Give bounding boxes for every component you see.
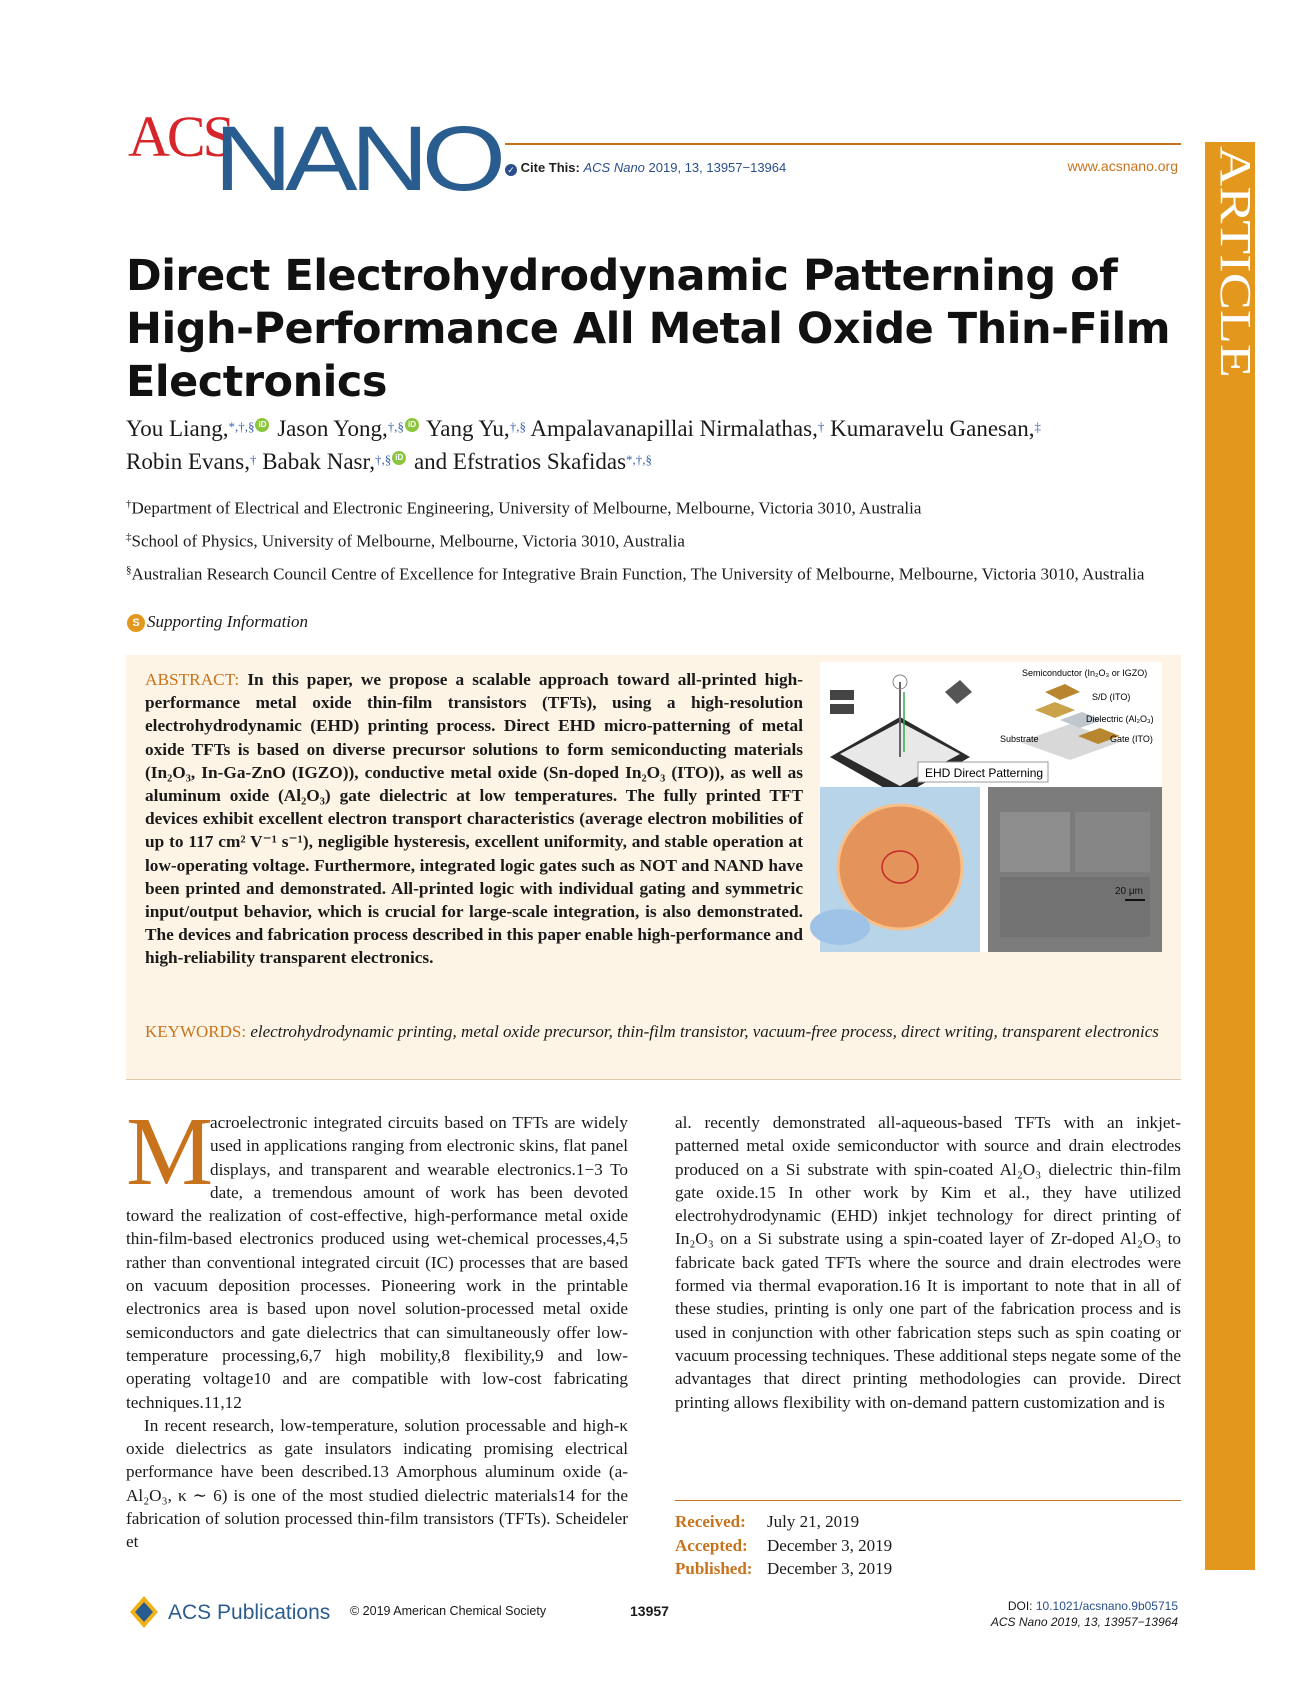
affiliation-3: §Australian Research Council Centre of Excellence for Integrative Brain Function, The University of Melbourne, Melbourne, Victoria 3010, Australia — [126, 564, 1145, 584]
author-8-marks: *,†,§ — [626, 452, 653, 467]
author-6-marks: † — [249, 452, 257, 467]
toc-layer1: Semiconductor (In₂O₃ or IGZO) — [1022, 668, 1148, 678]
author-8[interactable]: and Efstratios Skafidas — [413, 449, 627, 474]
toc-layer4: Gate (ITO) — [1110, 734, 1153, 744]
wafer-photo — [810, 787, 980, 952]
author-1[interactable]: You Liang, — [126, 416, 229, 441]
accepted-date: Accepted: December 3, 2019 — [675, 1535, 893, 1555]
sem-image — [988, 787, 1162, 952]
side-label-text: ARTICLE — [1211, 146, 1260, 330]
affiliations — [126, 490, 1186, 589]
acs-nano-logo — [128, 98, 508, 210]
author-5[interactable]: Kumaravelu Ganesan, — [830, 416, 1035, 441]
cite-label: Cite This: — [520, 160, 580, 175]
toc-graphic — [820, 662, 1162, 952]
author-1-marks: *,†,§ — [228, 419, 255, 434]
body-column-left — [126, 1111, 628, 1554]
toc-layer2: S/D (ITO) — [1092, 692, 1131, 702]
header-rule — [505, 143, 1181, 145]
dropcap-spacer — [126, 1111, 210, 1195]
supporting-info-icon[interactable]: S — [127, 614, 145, 632]
acs-publications-logo[interactable] — [128, 1592, 331, 1632]
toc-banner: EHD Direct Patterning — [925, 766, 1044, 780]
author-3-marks: †,§ — [509, 419, 526, 434]
orcid-icon[interactable]: iD — [255, 418, 269, 432]
author-6[interactable]: Robin Evans, — [126, 449, 250, 474]
received-date: Received: July 21, 2019 — [675, 1512, 860, 1531]
paragraph-right: al. recently demonstrated all-aqueous-based TFTs with an inkjet-patterned metal oxide semiconductor with source and drain electrodes produced on a Si substrate with spin-coated Al₂O₃ dielectric thin-film gate oxide.15 In other work by Kim et al., they have utilized electrohydrodynamic (EHD) inkjet technology for direct printing of In₂O₃ on a Si substrate using a spin-coated layer of Zr-doped Al₂O₃ to fabricate back gated TFTs where the source and drain electrodes were formed via thermal evaporation.16 It is important to note that in all of these studies, printing is only one part of the fabrication process and is used in conjunction with other fabrication steps such as spin coating or vacuum processing techniques. These additional steps negate some of the advantages that direct printing methodologies can provide. Direct printing allows flexibility with on-demand pattern customization and is — [675, 1113, 1181, 1412]
copyright: © 2019 American Chemical Society — [350, 1604, 547, 1618]
article-dates — [675, 1510, 892, 1581]
affiliation-1: †Department of Electrical and Electronic Engineering, University of Melbourne, Melbourne, Victoria 3010, Australia — [126, 498, 922, 518]
author-7-marks: †,§ — [374, 452, 392, 467]
keywords-label: KEYWORDS: — [145, 1022, 247, 1041]
logo-acs-text: ACS — [128, 104, 232, 169]
doi-label: DOI: — [1007, 1599, 1033, 1613]
toc-substrate: Substrate — [1000, 734, 1039, 744]
author-3[interactable]: Yang Yu, — [425, 416, 510, 441]
doi-link[interactable]: 10.1021/acsnano.9b05715 — [1035, 1599, 1178, 1613]
body-column-right — [675, 1111, 1181, 1414]
author-7[interactable]: Babak Nasr, — [262, 449, 375, 474]
cite-this[interactable] — [505, 160, 786, 176]
author-5-marks: ‡ — [1034, 419, 1041, 434]
abstract-label: ABSTRACT: — [145, 670, 240, 689]
publisher-name: ACS Publications — [168, 1601, 331, 1624]
orcid-icon[interactable]: iD — [405, 418, 419, 432]
author-2[interactable]: Jason Yong, — [277, 416, 388, 441]
abstract — [145, 668, 803, 970]
logo-nano-text: NANO — [214, 108, 502, 210]
journal-reference: ACS Nano 2019, 13, 13957−13964 — [990, 1615, 1178, 1629]
supporting-info-link[interactable]: Supporting Information — [147, 612, 309, 631]
affiliation-2: ‡School of Physics, University of Melbourne, Melbourne, Victoria 3010, Australia — [126, 531, 685, 551]
paragraph-2: In recent research, low-temperature, solution processable and high-κ oxide dielectrics as gate insulators indicating promising electrical performance have been described.13 Amorphous aluminum oxide (a-Al₂O₃, κ ∼ 6) is one of the most studied dielectric materials14 for the fabrication of solution processed thin-film transistors (TFTs). Scheideler et — [126, 1415, 628, 1552]
check-icon: ✓ — [505, 164, 517, 176]
published-date: Published: December 3, 2019 — [675, 1559, 893, 1578]
page-number: 13957 — [630, 1603, 669, 1619]
author-list — [126, 412, 1186, 478]
cite-journal[interactable]: ACS Nano — [583, 160, 645, 175]
article-side-label — [1205, 142, 1260, 382]
cite-rest[interactable]: 2019, 13, 13957−13964 — [648, 160, 787, 175]
author-2-marks: †,§ — [387, 419, 405, 434]
dates-rule — [675, 1500, 1181, 1501]
drop-cap: M — [126, 1098, 214, 1206]
paragraph-intro-text: acroelectronic integrated circuits based on TFTs are widely used in applications ranging from electronic skins, flat panel displays, and transparent and wearable electronics.1−3 To date, a tremendous amount of work has been devoted toward the realization of cost-effective, high-performance metal oxide thin-film-based electronics produced using wet-chemical processes,4,5 rather than conventional integrated circuit (IC) processes that are based on vacuum deposition processes. Pioneering work in the printable electronics area is based upon novel solution-processed metal oxide semiconductors and gate dielectrics that can simultaneously offer low-temperature processing,6,7 high mobility,8 flexibility,9 and low-operating voltage10 and are compatible with low-cost fabricating techniques.11,12 — [126, 1113, 628, 1412]
toc-layer3: Dielectric (Al₂O₃) — [1086, 714, 1154, 724]
toc-scale: 20 μm — [1115, 886, 1143, 897]
doi-block — [991, 1598, 1178, 1630]
journal-url[interactable]: www.acsnano.org — [1067, 158, 1178, 174]
abstract-body: In this paper, we propose a scalable approach toward all-printed high-performance metal oxide thin-film transistors (TFTs), using a high-resolution electrohydrodynamic (EHD) printing process. Direct EHD micro-patterning of metal oxide TFTs is based on diverse precursor solutions to form semiconducting materials (In₂O₃, In-Ga-ZnO (IGZO)), conductive metal oxide (Sn-doped In₂O₃ (ITO)), as well as aluminum oxide (Al₂O₃) gate dielectric at low temperatures. The fully printed TFT devices exhibit excellent electron transport characteristics (average electron mobilities of up to 117 cm² V⁻¹ s⁻¹), negligible hysteresis, excellent uniformity, and stable operation at low-operating voltage. Furthermore, integrated logic gates such as NOT and NAND have been printed and demonstrated. All-printed logic with individual gating and symmetric input/output behavior, which is crucial for large-scale integration, is also demonstrated. The devices and fabrication process described in this paper enable high-performance and high-reliability transparent electronics. — [145, 670, 803, 968]
keywords-body: electrohydrodynamic printing, metal oxide precursor, thin-film transistor, vacuum-free process, direct writing, transparent electronics — [250, 1022, 1159, 1041]
author-4-marks: † — [817, 419, 825, 434]
author-4[interactable]: Ampalavanapillai Nirmalathas, — [530, 416, 818, 441]
keywords — [145, 1020, 1165, 1043]
article-title: Direct Electrohydrodynamic Patterning of High-Performance All Metal Oxide Thin-Film Electronics — [126, 251, 1171, 407]
paragraph-intro — [126, 1111, 628, 1414]
orcid-icon[interactable]: iD — [392, 451, 406, 465]
